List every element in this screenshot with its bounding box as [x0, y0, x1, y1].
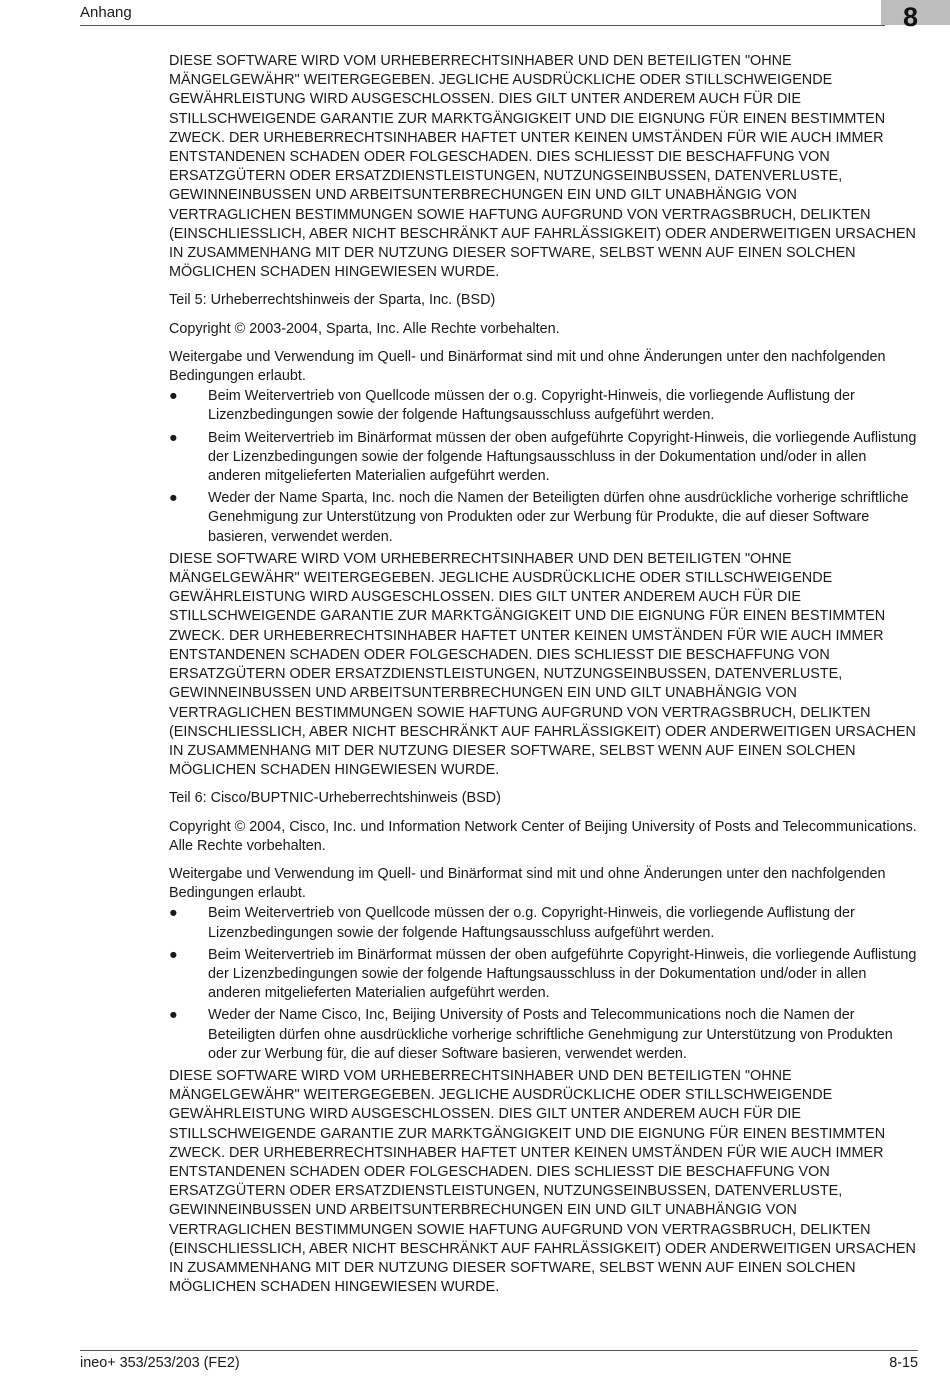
part6-copyright: Copyright © 2004, Cisco, Inc. und Information Network Center of Beijing University of Posts and Telecommunications. Alle Rechte vorbehalten. [169, 818, 917, 854]
bullet-icon: ● [169, 388, 178, 405]
list-item-text: Beim Weitervertrieb von Quellcode müssen der o.g. Copyright-Hinweis, die vorliegende Auflistung der Lizenzbedingungen sowie der folgende Haftungsausschluss aufgeführt werden. [208, 905, 855, 941]
part5-intro: Weitergabe und Verwendung im Quell- und Binärformat sind mit und ohne Änderungen unter den nachfolgenden Bedingungen erlaubt. [169, 348, 886, 385]
part5-conditions-list [169, 387, 919, 547]
header-rule [80, 25, 885, 26]
list-item [169, 429, 919, 487]
page-content [169, 52, 919, 1306]
part6-title: Teil 6: Cisco/BUPTNIC-Urheberrechtshinweis (BSD) [169, 790, 501, 807]
disclaimer-paragraph-3: DIESE SOFTWARE WIRD VOM URHEBERRECHTSINHABER UND DEN BETEILIGTEN "OHNE MÄNGELGEWÄHR" WEITERGEGEBEN. JEGLICHE AUSDRÜCKLICHE ODER STILLSCHWEIGENDE GEWÄHRLEISTUNG WIRD AUSGESCHLOSSEN. DIES GILT UNTER ANDEREM AUCH FÜR DIE STILLSCHWEIGENDE GARANTIE ZUR MARKTGÄNGIGKEIT UND DIE EIGNUNG FÜR EINEN BESTIMMTEN ZWECK. DER URHEBERRECHTSINHABER HAFTET UNTER KEINEN UMSTÄNDEN FÜR WIE AUCH IMMER ENTSTANDENEN SCHADEN ODER FOLGESCHADEN. DIES SCHLIESST DIE BESCHAFFUNG VON ERSATZGÜTERN ODER ERSATZDIENSTLEISTUNGEN, NUTZUNGSEINBUSSEN, DATENVERLUSTE, GEWINNEINBUSSEN UND ARBEITSUNTERBRECHUNGEN EIN UND GILT UNABHÄNGIG VON VERTRAGLICHEN BESTIMMUNGEN SOWIE HAFTUNG AUFGRUND VON VERTRAGSBRUCH, DELIKTEN (EINSCHLIESSLICH, ABER NICHT BESCHRÄNKT AUF FAHRLÄSSIGKEIT) ODER ANDERWEITIGEN URSACHEN IN ZUSAMMENHANG MIT DER NUTZUNG DIESER SOFTWARE, SELBST WENN AUF EINEN SOLCHEN MÖGLICHEN SCHADEN HINGEWIESEN WURDE. [169, 1067, 916, 1296]
part5-copyright: Copyright © 2003-2004, Sparta, Inc. Alle Rechte vorbehalten. [169, 320, 560, 337]
bullet-icon: ● [169, 946, 178, 963]
list-item-text: Beim Weitervertrieb im Binärformat müssen der oben aufgeführte Copyright-Hinweis, die vorliegende Auflistung der Lizenzbedingungen sowie der folgende Haftungsausschluss in der Dokumentation und/oder in allen anderen mitgelieferten Materialien aufgeführt werden. [208, 429, 917, 485]
bullet-icon: ● [169, 429, 178, 446]
list-item [169, 904, 919, 942]
chapter-number: 8 [902, 2, 918, 32]
bullet-icon: ● [169, 1007, 178, 1024]
part5-title: Teil 5: Urheberrechtshinweis der Sparta, Inc. (BSD) [169, 292, 496, 309]
footer-product: ineo+ 353/253/203 (FE2) [80, 1355, 240, 1371]
part6-intro: Weitergabe und Verwendung im Quell- und Binärformat sind mit und ohne Änderungen unter den nachfolgenden Bedingungen erlaubt. [169, 865, 886, 902]
list-item-text: Weder der Name Sparta, Inc. noch die Namen der Beteiligten dürfen ohne ausdrückliche vorherige schriftliche Genehmigung zur Unterstützung von Produkten oder zur Werbung für Produkte, die auf dieser Software basieren, verwendet werden. [208, 490, 909, 545]
list-item [169, 387, 919, 425]
disclaimer-paragraph-2: DIESE SOFTWARE WIRD VOM URHEBERRECHTSINHABER UND DEN BETEILIGTEN "OHNE MÄNGELGEWÄHR" WEITERGEGEBEN. JEGLICHE AUSDRÜCKLICHE ODER STILLSCHWEIGENDE GEWÄHRLEISTUNG WIRD AUSGESCHLOSSEN. DIES GILT UNTER ANDEREM AUCH FÜR DIE STILLSCHWEIGENDE GARANTIE ZUR MARKTGÄNGIGKEIT UND DIE EIGNUNG FÜR EINEN BESTIMMTEN ZWECK. DER URHEBERRECHTSINHABER HAFTET UNTER KEINEN UMSTÄNDEN FÜR WIE AUCH IMMER ENTSTANDENEN SCHADEN ODER FOLGESCHADEN. DIES SCHLIESST DIE BESCHAFFUNG VON ERSATZGÜTERN ODER ERSATZDIENSTLEISTUNGEN, NUTZUNGSEINBUSSEN, DATENVERLUSTE, GEWINNEINBUSSEN UND ARBEITSUNTERBRECHUNGEN EIN UND GILT UNABHÄNGIG VON VERTRAGLICHEN BESTIMMUNGEN SOWIE HAFTUNG AUFGRUND VON VERTRAGSBRUCH, DELIKTEN (EINSCHLIESSLICH, ABER NICHT BESCHRÄNKT AUF FAHRLÄSSIGKEIT) ODER ANDERWEITIGEN URSACHEN IN ZUSAMMENHANG MIT DER NUTZUNG DIESER SOFTWARE, SELBST WENN AUF EINEN SOLCHEN MÖGLICHEN SCHADEN HINGEWIESEN WURDE. [169, 550, 916, 779]
list-item [169, 946, 919, 1004]
list-item [169, 1006, 919, 1064]
footer-rule [80, 1350, 918, 1351]
bullet-icon: ● [169, 905, 178, 922]
list-item-text: Weder der Name Cisco, Inc, Beijing University of Posts and Telecommunications noch die Namen der Beteiligten dürfen ohne ausdrückliche vorherige schriftliche Genehmigung zur Unterstützung von Produkten oder zur Werbung für, die auf dieser Software basieren, verwendet werden. [208, 1007, 893, 1062]
header-title: Anhang [80, 4, 132, 21]
part6-conditions-list [169, 904, 919, 1064]
bullet-icon: ● [169, 490, 178, 507]
chapter-tab [881, 0, 950, 32]
list-item-text: Beim Weitervertrieb von Quellcode müssen der o.g. Copyright-Hinweis, die vorliegende Auflistung der Lizenzbedingungen sowie der folgende Haftungsausschluss aufgeführt werden. [208, 388, 855, 424]
list-item [169, 489, 919, 547]
list-item-text: Beim Weitervertrieb im Binärformat müssen der oben aufgeführte Copyright-Hinweis, die vorliegende Auflistung der Lizenzbedingungen sowie der folgende Haftungsausschluss in der Dokumentation und/oder in allen anderen mitgelieferten Materialien aufgeführt werden. [208, 946, 917, 1002]
footer-page-number: 8-15 [889, 1355, 918, 1371]
disclaimer-paragraph-1: DIESE SOFTWARE WIRD VOM URHEBERRECHTSINHABER UND DEN BETEILIGTEN "OHNE MÄNGELGEWÄHR" WEITERGEGEBEN. JEGLICHE AUSDRÜCKLICHE ODER STILLSCHWEIGENDE GEWÄHRLEISTUNG WIRD AUSGESCHLOSSEN. DIES GILT UNTER ANDEREM AUCH FÜR DIE STILLSCHWEIGENDE GARANTIE ZUR MARKTGÄNGIGKEIT UND DIE EIGNUNG FÜR EINEN BESTIMMTEN ZWECK. DER URHEBERRECHTSINHABER HAFTET UNTER KEINEN UMSTÄNDEN FÜR WIE AUCH IMMER ENTSTANDENEN SCHADEN ODER FOLGESCHADEN. DIES SCHLIESST DIE BESCHAFFUNG VON ERSATZGÜTERN ODER ERSATZDIENSTLEISTUNGEN, NUTZUNGSEINBUSSEN, DATENVERLUSTE, GEWINNEINBUSSEN UND ARBEITSUNTERBRECHUNGEN EIN UND GILT UNABHÄNGIG VON VERTRAGLICHEN BESTIMMUNGEN SOWIE HAFTUNG AUFGRUND VON VERTRAGSBRUCH, DELIKTEN (EINSCHLIESSLICH, ABER NICHT BESCHRÄNKT AUF FAHRLÄSSIGKEIT) ODER ANDERWEITIGEN URSACHEN IN ZUSAMMENHANG MIT DER NUTZUNG DIESER SOFTWARE, SELBST WENN AUF EINEN SOLCHEN MÖGLICHEN SCHADEN HINGEWIESEN WURDE. [169, 53, 916, 281]
